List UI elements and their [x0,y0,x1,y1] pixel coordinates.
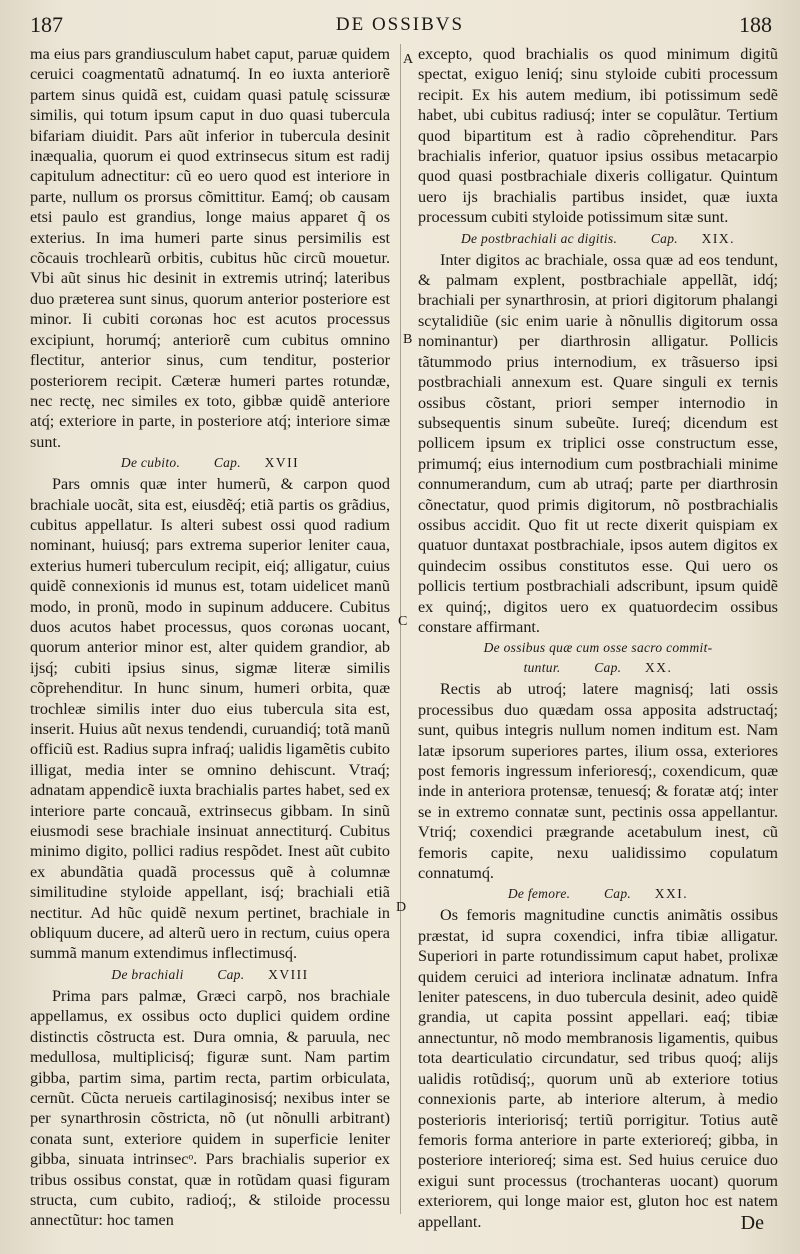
chapter-number: XVIII [268,966,309,982]
chapter-number: XX. [645,660,673,676]
margin-letter-c: C [398,614,408,629]
chapter-title: De cubito. [120,455,181,471]
paragraph-os-sacrum: Rectis ab utroq́; latere magnisq́; lati ossis processibus duo quædam ossa apposita adstructaq́; sunt, quibus integris nullum nomen inditum est. Nam latæ ipsorum superiores partes, ilium ossa, exteriores post femoris ingressum inferioresq́;, coxendicum, quæ inde in anteriora protensæ, tenuesq́; & foratæ atq́; inter se in extremo connatæ sunt, pectinis ossa appellantur. Vtriq́; coxendici prægrande acetabulum inest, cũ femoris capite, nexu ualidissimo copulatum connatumq́. [418,680,778,883]
margin-letter-b: B [403,332,413,347]
chapter-title-line-1: De ossibus quæ cum osse sacro commit- [483,640,713,656]
chapter-cap: Cap. [650,230,678,246]
margin-letter-d: D [396,900,407,915]
chapter-title-line-2: tuntur. [523,660,561,676]
running-header [0,8,800,40]
chapter-cap: Cap. [594,660,622,676]
chapter-cap: Cap. [217,966,245,982]
chapter-number: XIX. [701,230,735,246]
chapter-cap: Cap. [604,886,632,902]
chapter-heading-xxi [418,884,778,904]
paragraph-femur: Os femoris magnitudine cunctis animãtis ossibus præstat, id supra coxendici, infra tibiæ alligatur. Superiori in parte rotundissimum caput habet, prolixæ quidem ceruici ad interiora inclinatæ adnatum. Infra leniter patescens, in duo tubercula desinit, adeo quidẽ grandia, ut capita possint appellari. eaq́; tibiæ annectuntur, nõ modo membranosis ligamentis, quibus tota dearticulatio circundatur, sed tribus quoq́; alijs ualidis rotũdisq́;, quorum unũ ab exteriore totius connexionis parte, ab interiore alterum, à medio posterioris interiorisq́; tertiũ porrigitur. Totius autẽ femoris forma anteriore in parte exterioreq́; gibba, in posteriore interioreq́; sima est. Sed huius ceruice duo exigui sunt processus (trochanteras uocant) quorum exteriorem, qui longe maior est, gluton hoc est natem appellant. [418,906,778,1231]
chapter-cap: Cap. [213,455,241,471]
margin-letter-a: A [403,52,414,67]
page-number-left: 187 [30,12,63,37]
chapter-heading-xix [418,229,778,249]
chapter-number: XXI. [654,886,689,902]
paragraph-humerus-end: ma eius pars grandiusculum habet caput, paruæ quidem ceruici coagmentatũ adnatumq́. In eo iuxta anteriorẽ partem sinus quidã est, cuidam quasi patulę scissuræ similis, qui totum ipsum caput in duo quasi tubercula bifariam diuidit. Pars aũt inferior in tubercula desinit inæqualia, quorum ei quod extrinsecus situm est radij capitulum adnectitur: cũ eo uero quod est interiore in parte, nullum os prorsus cõmittitur. Eamq́; ob causam etsi paulo est grandius, longe maius apparet q̃ os exterius. In ima humeri parte sinus persimilis est cõcauis trochlearũ orbitis, cubitus hũc circũ mouetur. Vbi aũt sinus hic desinit in extremis utrinq́; lateribus duo præterea sunt sinus, quorum anterior posteriore est minor. Ii cubiti corωnas hoc est acutos processus excipiunt, horumq́; anteriorẽ cum cubitus omnino flectitur, anterior sinus, cum tenditur, posterior posteriorem recipit. Cæteræ humeri partes rotundæ, nec rectę, nec similes ex toto, gibbæ quidẽ anteriore atq́; exteriore in parte, in posteriore atq́; interiore simæ sunt. [30,45,390,451]
chapter-title: De postbrachiali ac digitis. [461,230,618,246]
left-column [30,44,390,1231]
chapter-number: XVII [264,455,300,471]
catchword: De [740,1212,764,1234]
paragraph-brachiale-cont: excepto, quod brachialis os quod minimum digitũ spectat, exiguo leniq́; sinu styloide cubiti processum recipit. Ex his autem medium, ibi potissimum sedẽ habet, ubi cubitus radiusq́; inter se copulãtur. Tertium quod bipartitum est à radio cõprehenditur. Pars brachialis inferior, quatuor ipsius ossibus metacarpio quod quasi postbrachiale dixeris colligatur. Quintum uero ijs brachialis partibus insidet, quæ iuxta processum cubiti styloide potissimum sitæ sunt. [418,45,778,227]
page-number-right: 188 [739,12,772,37]
chapter-heading-xviii [30,965,390,985]
paragraph-brachiale: Prima pars palmæ, Græci carpõ, nos brachiale appellamus, ex ossibus octo duplici quidem ordine distinctis cõstructa est. Dura omnia, & paruula, nec medullosa, multiplicisq́; figuræ sunt. Nam partim gibba, partim sima, partim recta, partim orbiculata, cernũt. Cũcta nerueis cartilaginosisq́; nexibus inter se per synarthrosin cõstricta, nõ (ut nõnulli arbitrant) conata sunt, exteriore quidem in superficie leniter gibba, sinuata intrinsecᵒ. Pars brachialis superior ex tribus ossibus constat, quæ in rotũdam quasi figuram structa, cum cubito, radioq́;, & stiloide processu annectũtur: hoc tamen [30,986,390,1230]
right-column [418,44,778,1232]
chapter-title: De femore. [507,886,571,902]
chapter-title: De brachiali [111,966,184,982]
paragraph-cubitus: Pars omnis quæ inter humerũ, & carpon quod brachiale uocãt, sita est, eiusdẽq́; etiã partis os grãdius, cubitus appellatur. Is alteri subest ossi quod radium nominant, huiusq́; pars extrema superior leniter caua, exterius humeri tuberculum recipit, eiq́; alligatur, cuius quidẽ connexionis id munus est, totam uidelicet manũ modo, in pronũ, modo in supinum adducere. Cubitus duos acutos habet processus, quos corωnas uocant, quorum anterior minor est, alter quidem grandior, ab ijsq́; cubiti ipsius sinus, sigmæ literæ similis cõprehenditur. In hunc sinum, humeri orbita, quæ trochleæ similis inter duo eius tubercula sita est, inserit. Huius aũt nexus tendendi, curuandiq́; totã manũ officiũ est. Radius supra infraq́; ualidis ligamẽtis cubito illigat, media inter se omnino dehiscunt. Vtraq́; adnatam appendicẽ iuxta brachialis partes habet, sed ex interiore parte concauã, extrinsecus gibbam. In sinũ eiusmodi sese brachiale insinuat annectiturq́. Cubitus minimo digito, pollici radius respõdet. Inest aũt cubito ex abundãtia quadã processus quẽ à columnæ similitudine styloide appellant, isq́; brachiali etiã nectitur. Ad hũc quidẽ nexum pertinet, brachiale in obliquum ducere, ad alterũ uero in rectum, cuius opera summã manum extendimus inflectimusq́. [30,475,390,963]
chapter-heading-xx [418,638,778,678]
chapter-heading-xvii [30,453,390,473]
paragraph-postbrachiale: Inter digitos ac brachiale, ossa quæ ad eos tendunt, & palmam explent, postbrachiale appellãt, idq́; brachiali per synarthrosin, at priori digitorum phalangi scytalidiũe (sic enim uarie à nõnullis digitorum ossa nominantur) per diarthrosin alligatur. Pollicis tãtummodo prius internodium, ex trãsuerso ipsi postbrachiali annexum est. Quare singuli ex ternis ossibus cõstant, priori semper internodio in subsequentis sinum subeũte. Iureq́; dicendum est pollicem ipsum ex triplici osse constructum esse, primumq́; eius internodium cum postbrachiali minime connumerandum, cum ab utraq́; parte per diarthrosin cõnectatur, quod primis digitorum, nõ postbrachialis ossibus accidit. Quo fit ut recte dixerit quispiam ex quatuor duntaxat postbrachiale, ipsos autem digitos ex quindecim ossibus constitutos esse. Qui uero os pollicis tertium postbrachiali adscribunt, ipsum quidẽ ex quinq́;, digitos uero ex quatuordecim ossibus constare affirmant. [418,250,778,636]
running-title: DE OSSIBVS [335,14,465,35]
